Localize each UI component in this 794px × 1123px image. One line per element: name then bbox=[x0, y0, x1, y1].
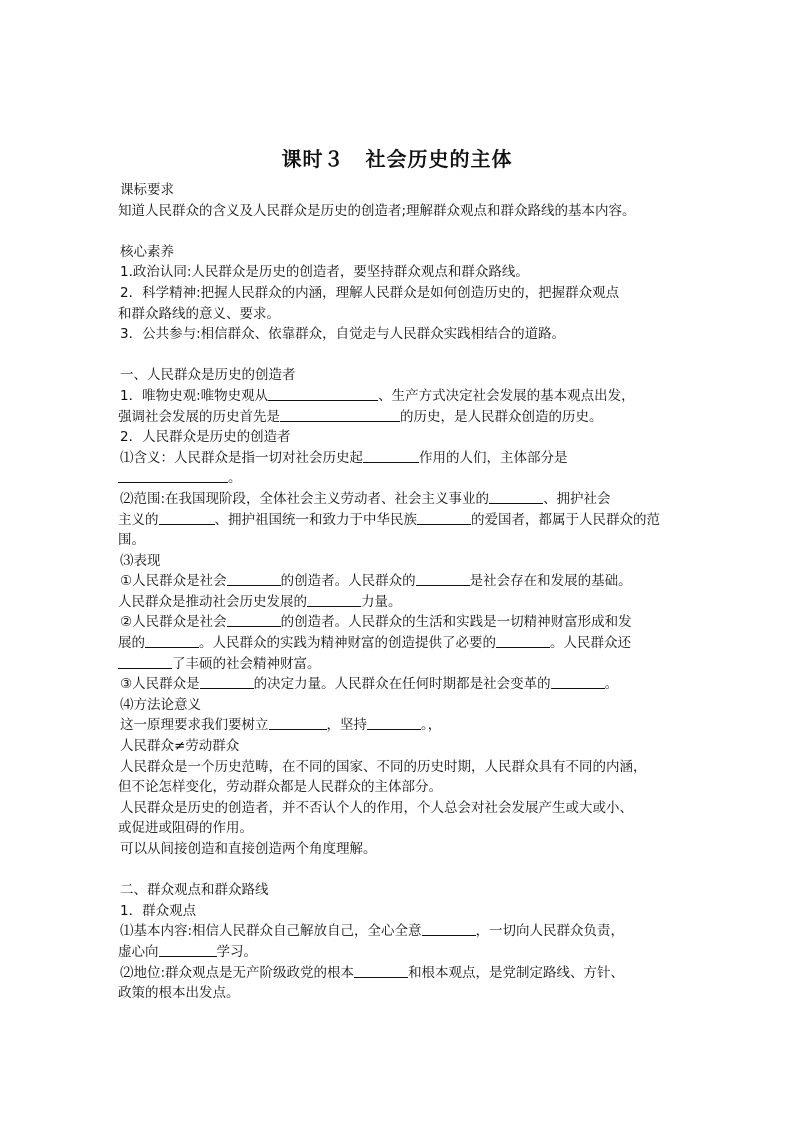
text: 作用的人们，主体部分是 bbox=[419, 449, 568, 466]
text: 、拥护社会 bbox=[543, 490, 611, 507]
note-paragraph-3: 可以从间接创造和直接创造两个角度理解。 bbox=[120, 841, 377, 857]
fill-blank[interactable] bbox=[280, 407, 400, 422]
fill-blank[interactable] bbox=[118, 468, 228, 483]
fill-blank[interactable] bbox=[227, 571, 281, 586]
methodology-heading: ⑷方法论意义 bbox=[120, 696, 201, 713]
creator-subheading: 2．人民群众是历史的创造者 bbox=[120, 429, 291, 446]
fill-blank[interactable] bbox=[417, 510, 471, 525]
text: ⑴含义：人民群众是指一切对社会历史起 bbox=[120, 449, 363, 466]
text: 的爱国者，都属于人民群众的范 bbox=[471, 511, 660, 528]
spiritual-wealth-line-cont bbox=[118, 633, 684, 654]
text: 。人民群众还 bbox=[550, 635, 631, 652]
status-line bbox=[118, 963, 684, 984]
text: ⑵地位:群众观点是无产阶级政党的根本 bbox=[120, 964, 355, 981]
fill-blank[interactable] bbox=[416, 571, 470, 586]
fill-blank[interactable] bbox=[307, 592, 361, 607]
text: 。 bbox=[228, 470, 242, 487]
fill-blank[interactable] bbox=[227, 612, 281, 627]
fill-blank[interactable] bbox=[496, 633, 550, 648]
text: ⑴基本内容:相信人民群众自己解放自己，全心全意 bbox=[120, 923, 422, 940]
text: 的决定力量。人民群众在任何时期都是社会变革的 bbox=[253, 676, 551, 693]
scope-line-end: 围。 bbox=[118, 532, 145, 549]
mass-viewpoint-heading: 1．群众观点 bbox=[120, 902, 197, 919]
section1-heading: 一、人民群众是历史的创造者 bbox=[120, 367, 296, 384]
text: 人民群众是推动社会历史发展的 bbox=[118, 593, 307, 610]
text: 、生产方式决定社会发展的基本观点出发， bbox=[378, 387, 635, 404]
note-paragraph-1: 人民群众是一个历史范畴，在不同的国家、不同的历史时期，人民群众具有不同的内涵， bbox=[120, 758, 647, 775]
text: 力量。 bbox=[361, 593, 402, 610]
performance-heading: ⑶表现 bbox=[120, 552, 161, 569]
fill-blank[interactable] bbox=[422, 921, 476, 936]
page-title: 课时３ 社会历史的主体 bbox=[281, 147, 513, 171]
text: 这一原理要求我们要树立 bbox=[120, 717, 269, 734]
text: ①人民群众是社会 bbox=[120, 573, 227, 590]
content-line bbox=[118, 921, 684, 942]
fill-blank[interactable] bbox=[489, 489, 543, 504]
spacer bbox=[118, 860, 684, 881]
note-paragraph-1-cont: 但不论怎样变化，劳动群众都是人民群众的主体部分。 bbox=[118, 779, 442, 796]
text: 主义的 bbox=[118, 511, 159, 528]
standard-heading: 课标要求 bbox=[120, 182, 174, 198]
text: ②人民群众是社会 bbox=[120, 614, 227, 631]
fill-blank[interactable] bbox=[551, 674, 605, 689]
methodology-line bbox=[118, 715, 684, 736]
text: ⑵范围:在我国现阶段，全体社会主义劳动者、社会主义事业的 bbox=[120, 490, 490, 507]
text: 和根本观点，是党制定路线、方针、 bbox=[408, 964, 625, 981]
text: 1．唯物史观:唯物史观从 bbox=[120, 387, 269, 404]
literacy-heading: 核心素养 bbox=[120, 243, 174, 260]
fill-blank[interactable] bbox=[159, 942, 217, 957]
literacy-item-3: 3．公共参与:相信群众、依靠群众，自觉走与人民群众实践相结合的道路。 bbox=[120, 326, 566, 343]
literacy-item-1: 1.政治认同:人民群众是历史的创造者，要坚持群众观点和群众路线。 bbox=[120, 264, 529, 281]
social-change-line bbox=[118, 674, 684, 695]
fill-blank[interactable] bbox=[354, 963, 408, 978]
material-wealth-line bbox=[118, 571, 684, 592]
standard-text: 知道人民群众的含义及人民群众是历史的创造者;理解群众观点和群众路线的基本内容。 bbox=[118, 202, 636, 219]
spiritual-wealth-line-end bbox=[118, 654, 684, 675]
content-line-cont bbox=[118, 942, 684, 963]
definition-line bbox=[118, 448, 684, 469]
text: 。 bbox=[604, 676, 619, 693]
fill-blank[interactable] bbox=[367, 715, 421, 730]
text: 、拥护祖国统一和致力于中华民族 bbox=[214, 511, 417, 528]
text: ，坚持 bbox=[326, 717, 367, 734]
text: ③人民群众是 bbox=[120, 676, 200, 693]
fill-blank[interactable] bbox=[159, 510, 215, 525]
scope-line-cont bbox=[118, 510, 684, 531]
note-paragraph-2: 人民群众是历史的创造者，并不否认个人的作用，个人总会对社会发展产生或大或小、 bbox=[120, 799, 633, 816]
fill-blank[interactable] bbox=[363, 448, 419, 463]
spacer bbox=[118, 221, 684, 242]
literacy-item-2-cont: 和群众路线的意义、要求。 bbox=[118, 305, 280, 322]
fill-blank[interactable] bbox=[145, 633, 199, 648]
text: 了丰硕的社会精神财富。 bbox=[172, 655, 321, 672]
text: 虚心向 bbox=[118, 943, 159, 960]
text: 的创造者。人民群众的 bbox=[280, 573, 416, 590]
text: 是社会存在和发展的基础。 bbox=[469, 573, 632, 590]
spacer bbox=[118, 345, 684, 366]
document-body bbox=[118, 180, 684, 1004]
section2-heading: 二、群众观点和群众路线 bbox=[120, 882, 269, 899]
text: 学习。 bbox=[216, 943, 257, 960]
fill-blank[interactable] bbox=[269, 715, 327, 730]
text: 。人民群众的实践为精神财富的创造提供了必要的 bbox=[199, 635, 496, 652]
materialism-line bbox=[118, 386, 684, 407]
materialism-line-cont bbox=[118, 407, 684, 428]
definition-line-cont bbox=[118, 468, 684, 489]
note-paragraph-2-cont: 或促进或阻碍的作用。 bbox=[118, 820, 253, 837]
fill-blank[interactable] bbox=[118, 654, 172, 669]
text: 展的 bbox=[118, 635, 145, 652]
material-wealth-line-cont bbox=[118, 592, 684, 613]
status-line-cont: 政策的根本出发点。 bbox=[118, 985, 240, 1002]
text: 强调社会发展的历史首先是 bbox=[118, 408, 280, 425]
fill-blank[interactable] bbox=[268, 386, 378, 401]
text: 的历史，是人民群众创造的历史。 bbox=[400, 408, 603, 425]
spiritual-wealth-line bbox=[118, 612, 684, 633]
text: 的创造者。人民群众的生活和实践是一切精神财富形成和发 bbox=[280, 614, 632, 631]
note-title: 人民群众≠劳动群众 bbox=[120, 738, 240, 755]
fill-blank[interactable] bbox=[200, 674, 254, 689]
scope-line bbox=[118, 489, 684, 510]
literacy-item-2: 2．科学精神:把握人民群众的内涵，理解人民群众是如何创造历史的，把握群众观点 bbox=[120, 284, 620, 301]
text: 。， bbox=[421, 717, 442, 734]
text: ，一切向人民群众负责， bbox=[475, 923, 625, 940]
